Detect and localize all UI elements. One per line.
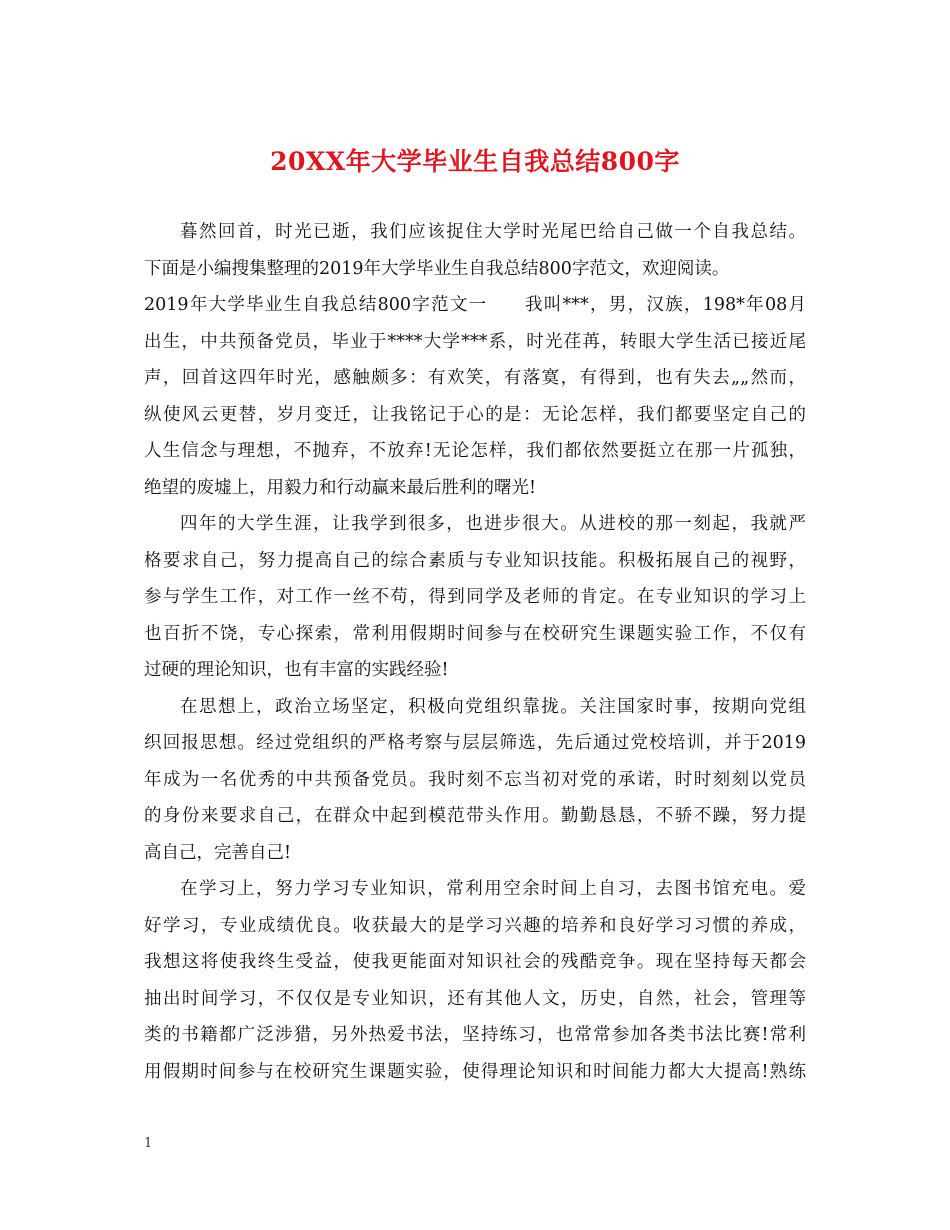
text-line: 绝望的废墟上，用毅力和行动赢来最后胜利的曙光! (144, 477, 537, 498)
text-line: 纵使风云更替，岁月变迁，让我铭记于心的是：无论怎样，我们都要坚定自己的 (144, 404, 806, 425)
text-line: 我想这将使我终生受益，使我更能面对知识社会的残酷竞争。现在坚持每天都会 (144, 952, 806, 972)
text-line: 参与学生工作，对工作一丝不苟，得到同学及老师的肯定。在专业知识的学习上 (144, 587, 806, 607)
text-line: 2019年大学毕业生自我总结800字范文一 我叫***，男，汉族，198*年08月 (144, 295, 806, 315)
text-line: 下面是小编搜集整理的2019年大学毕业生自我总结800字范文，欢迎阅读。 (144, 258, 730, 279)
text-line: 声，回首这四年时光，感触颇多：有欢笑，有落寞，有得到，也有失去„„然而， (144, 368, 806, 388)
text-line: 好学习，专业成绩优良。收获最大的是学习兴趣的培养和良好学习习惯的养成， (144, 915, 806, 936)
text-line: 类的书籍都广泛涉猎，另外热爱书法，坚持练习，也常常参加各类书法比赛!常利 (144, 1025, 806, 1045)
text-line: 四年的大学生涯，让我学到很多，也进步很大。从进校的那一刻起，我就严 (180, 514, 806, 534)
text-line: 暮然回首，时光已逝，我们应该捉住大学时光尾巴给自己做一个自我总结。 (180, 222, 806, 242)
text-line: 也百折不饶，专心探索，常利用假期时间参与在校研究生课题实验工作，不仅有 (144, 623, 806, 644)
text-line: 在学习上，努力学习专业知识，常利用空余时间上自习，去图书馆充电。爱 (180, 879, 806, 899)
text-line: 过硬的理论知识，也有丰富的实践经验! (144, 660, 449, 680)
text-line: 出生，中共预备党员，毕业于****大学***系，时光荏苒，转眼大学生活已接近尾 (144, 331, 806, 352)
text-line: 格要求自己，努力提高自己的综合素质与专业知识技能。积极拓展自己的视野， (144, 550, 806, 571)
document-title: 20XX年大学毕业生自我总结800字 (270, 147, 680, 176)
page-number: 1 (144, 1136, 153, 1151)
text-line: 织回报思想。经过党组织的严格考察与层层筛选，先后通过党校培训，并于2019 (144, 733, 806, 753)
text-line: 年成为一名优秀的中共预备党员。我时刻不忘当初对党的承诺，时时刻刻以党员 (144, 769, 806, 790)
text-line: 抽出时间学习，不仅仅是专业知识，还有其他人文，历史，自然，社会，管理等 (144, 988, 806, 1009)
text-line: 用假期时间参与在校研究生课题实验，使得理论知识和时间能力都大大提高!熟练 (144, 1061, 806, 1082)
text-line: 人生信念与理想，不抛弃，不放弃!无论怎样，我们都依然要挺立在那一片孤独， (144, 441, 806, 461)
text-line: 高自己，完善自己! (144, 842, 292, 863)
document-body (144, 214, 806, 1090)
text-line: 在思想上，政治立场坚定，积极向党组织靠拢。关注国家时事，按期向党组 (180, 696, 806, 717)
text-line: 的身份来要求自己，在群众中起到模范带头作用。勤勤恳恳，不骄不躁，努力提 (144, 806, 806, 826)
